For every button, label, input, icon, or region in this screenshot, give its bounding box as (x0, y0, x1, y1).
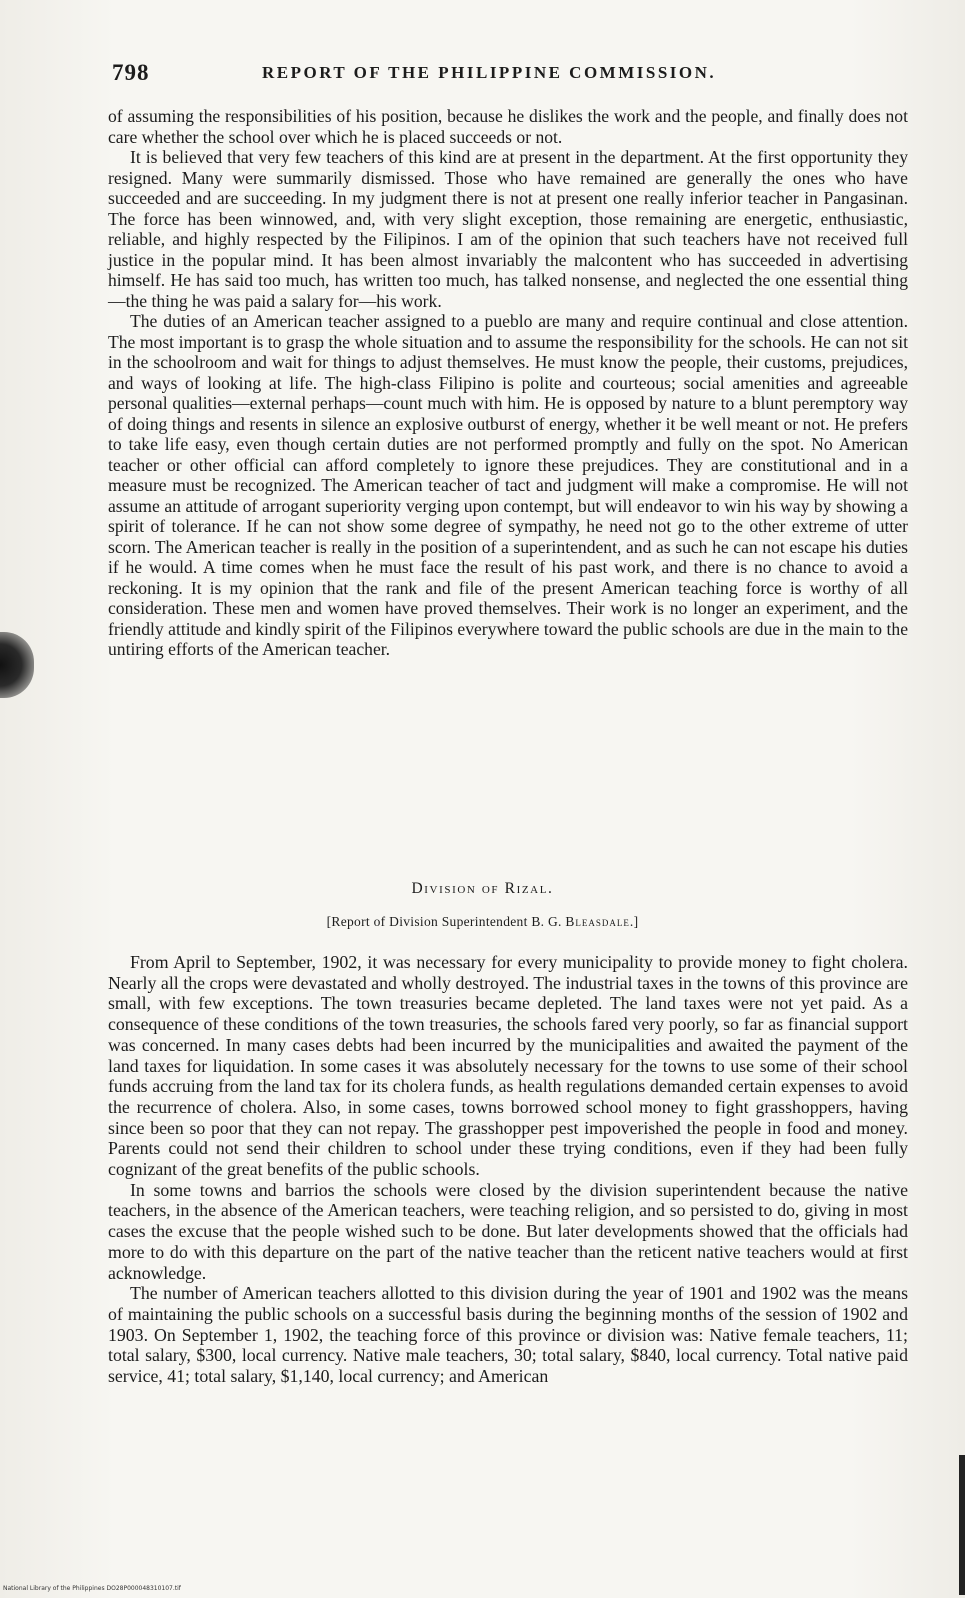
text-block-upper (108, 106, 908, 660)
binding-shadow (0, 632, 34, 698)
paragraph: The number of American teachers allotted to this division during the year of 1901 and 1902 was the means of maintaining the public schools on a successful basis during the beginning months of the session of 1902 and 1903. On September 1, 1902, the teaching force of this province or division was: Native female teachers, 11; total salary, $300, local currency. Native male teachers, 30; total salary, $840, local currency. Total native paid service, 41; total salary, $1,140, local currency; and American (108, 1283, 908, 1387)
running-title: REPORT OF THE PHILIPPINE COMMISSION. (262, 63, 717, 82)
report-attribution (0, 914, 965, 930)
section-heading: Division of Rizal. (411, 880, 554, 897)
report-author-name: Bleasdale (565, 914, 630, 929)
paragraph: In some towns and barrios the schools were closed by the division superintendent because the native teachers, in the absence of the American teachers, were teaching religion, and so persisted to do, giving in most cases the excuse that the people wished such to be done. But later developments showed that the officials had more to do with this departure on the part of the native teacher than the reticent native teachers would at first acknowledge. (108, 1179, 908, 1283)
text-block-lower (108, 952, 908, 1387)
report-suffix: .] (629, 914, 639, 929)
paragraph: of assuming the responsibilities of his position, because he dislikes the work and the people, and finally does not care whether the school over which he is placed succeeds or not. (108, 106, 908, 147)
paragraph: The duties of an American teacher assigned to a pueblo are many and require continual and close attention. The most important is to grasp the whole situation and to assume the responsibility for the schools. He can not sit in the schoolroom and wait for things to adjust themselves. He must know the people, their customs, prejudices, and ways of looking at life. The high-class Filipino is polite and courteous; social amenities and agreeable personal qualities—external perhaps—count much with him. He is opposed by nature to a blunt peremptory way of doing things and resents in silence an explosive outburst of energy, whether it be well meant or not. He prefers to take life easy, even though certain duties are not performed promptly and fully on the spot. No American teacher or other official can afford completely to ignore these prejudices. They are constitutional and in a measure must be recognized. The American teacher of tact and judgment will make a compromise. He will not assume an attitude of arrogant superiority verging upon contempt, but will endeavor to win his way by showing a spirit of tolerance. If he can not show some degree of sympathy, he need not go to the other extreme of utter scorn. The American teacher is really in the position of a superintendent, and as such he can not escape his duties if he would. A time comes when he must face the result of his past work, and there is no chance to avoid a reckoning. It is my opinion that the rank and file of the present American teaching force is worthy of all consideration. These men and women have proved themselves. Their work is no longer an experiment, and the friendly attitude and kindly spirit of the Filipinos everywhere toward the public schools are due in the main to the untiring efforts of the American teacher. (108, 311, 908, 659)
report-prefix: [Report of Division Superintendent B. G. (326, 914, 566, 929)
scan-footer-note: National Library of the Philippines DO28P000048310107.tif (3, 1585, 181, 1592)
page-number: 798 (112, 60, 150, 85)
page-header (112, 60, 912, 90)
page-edge-shadow (959, 1455, 965, 1595)
paragraph: From April to September, 1902, it was necessary for every municipality to provide money to fight cholera. Nearly all the crops were devastated and wholly destroyed. The industrial taxes in the towns of this province are small, with few exceptions. The town treasuries became depleted. The land taxes were not yet paid. As a consequence of these conditions of the town treasuries, the schools fared very poorly, so far as financial support was concerned. In many cases debts had been incurred by the municipalities and awaited the payment of the land taxes for liquidation. In some cases it was absolutely necessary for the towns to use some of their school funds accruing from the land tax for its cholera funds, as health regulations demanded certain expenses to avoid the recurrence of cholera. Also, in some cases, towns borrowed school money to fight grasshoppers, having since been so poor that they can not repay. The grasshopper pest impoverished the people in food and money. Parents could not send their children to school under these trying conditions, even if they had been fully cognizant of the great benefits of the public schools. (108, 952, 908, 1180)
paragraph: It is believed that very few teachers of this kind are at present in the department. At the first opportunity they resigned. Many were summarily dismissed. Those who have remained are generally the ones who have succeeded and are succeeding. In my judgment there is not at present one really inferior teacher in Pangasinan. The force has been winnowed, and, with very slight exception, those remaining are energetic, enthusiastic, reliable, and highly respected by the Filipinos. I am of the opinion that such teachers have not received full justice in the popular mind. It has been almost invariably the malcontent who has succeeded in advertising himself. He has said too much, has written too much, has talked nonsense, and neglected the one essential thing—the thing he was paid a salary for—his work. (108, 147, 908, 311)
